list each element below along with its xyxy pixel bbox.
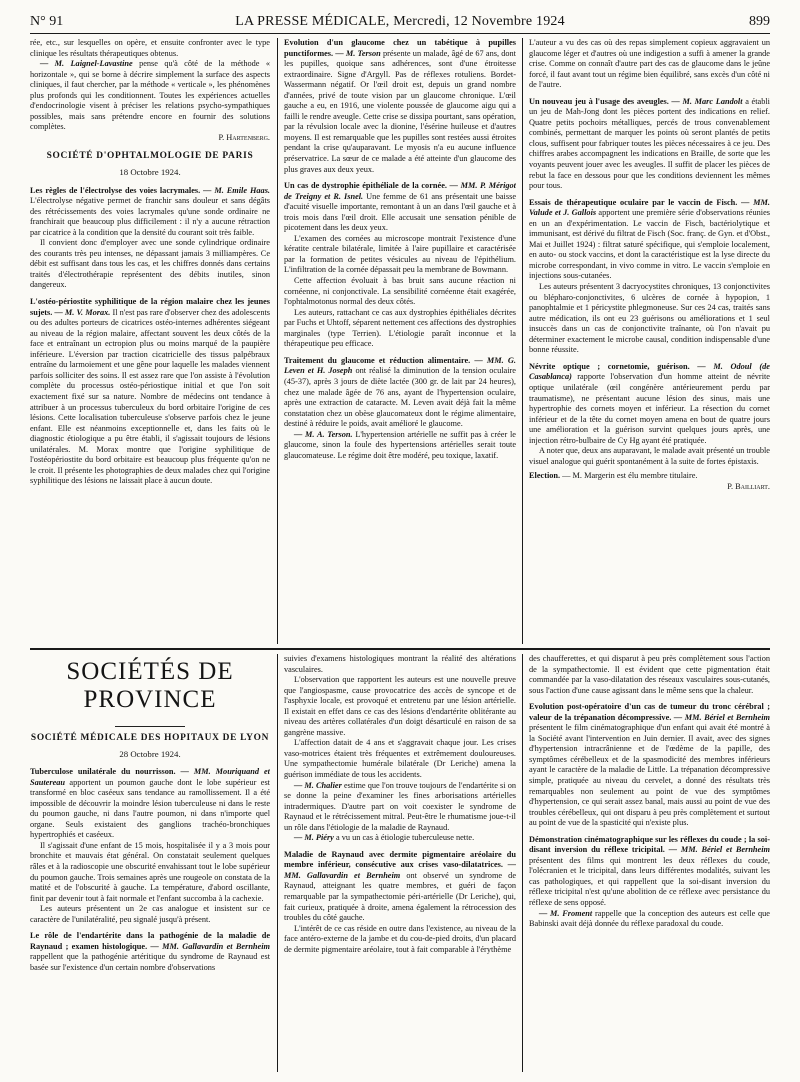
article-title: Evolution post-opératoire d'un cas de tumeur du tronc cérébral ; valeur de la trépanation décompressive. — MM. Bériel et Bernheim présentent le film cinématographique d'un enfant qui avait été montré à la Société avant l'intervention en Juin dernier. Il avait, avec des signes d'hypertension intracrânienne et de l'œdème de la papille, des symptômes cérébelleux et de la spasmodicité des membres inférieurs ayant le caractère de la maladie de Little. La trépanation décompressive simple, pratiquée au niveau du cervelet, a donné des résultats très remarquables non seulement au point de vue des symptômes d'hypertension, ce qui serait assez banal, mais aussi au point de vue des troubles cérébelleux, qui ont disparu à peu près complètement et surtout au point de vue de la spasticité qui n'existe plus. bbox=[529, 702, 770, 828]
article-title: Un nouveau jeu à l'usage des aveugles. — M. Marc Landolt a établi un jeu de Mah-Jong dont les pièces portent des indications en relief. Quatre petits pochoirs métalliques, percés de trous convenablement combinés, permettant de marquer les points où seront plantés de petits clous, suffisent pour fabriquer toutes les pièces nécessaires à ce jeu. Des chiffres arabes accompagnent les indications en Braille, de sorte que les voyants peuvent jouer avec les aveugles. Il suffit de placer les pièces de rebut la face en dessous pour que les conditions deviennent les mêmes pour tous. bbox=[529, 96, 770, 191]
article-paragraph: — M. Piéry a vu un cas à étiologie tuberculeuse nette. bbox=[294, 833, 475, 843]
article-author: — MM. G. Leven et H. Joseph bbox=[284, 355, 516, 376]
article-author: — MM. P. Mérigot de Treigny et R. Isnel. bbox=[284, 181, 516, 201]
provinces-title: SOCIÉTÉS DE PROVINCE bbox=[66, 658, 234, 713]
article-title: Les règles de l'électrolyse des voies lacrymales. — M. Emile Haas. L'électrolyse négative permet de franchir sans douleur et sans dégâts des rétrécissements des voies lacrymales qu'une sonde ordinaire ne franchirait que beaucoup plus difficilement : il n'y a aucune rétraction par cicatrice à la condition que la densité du courant soit très faible. bbox=[30, 185, 270, 237]
signature: P. Bailliart. bbox=[727, 481, 770, 491]
article-author: — MM. Valude et J. Gallois bbox=[529, 197, 770, 218]
bottom-column-1 bbox=[30, 654, 270, 1072]
title-underline bbox=[115, 726, 185, 727]
article-paragraph: — M. Froment rappelle que la conception des auteurs est celle que Babinski avait déjà donnée du réflexe paradoxal du coude. bbox=[529, 908, 770, 929]
article-paragraph: L'observation que rapportent les auteurs est une nouvelle preuve que l'angiospasme, cause provocatrice des accès de syncope et de l'asphyxie locale, est provoqué et entretenu par une lésion artérielle. Il existait en effet dans ce cas des lésions d'endartérite oblitérante au niveau des artères collatérales d'un doigt désarticulé en raison de sa gangrène massive. bbox=[284, 675, 516, 737]
issue-number: N° 91 bbox=[30, 14, 64, 29]
article-title: Tuberculose unilatérale du nourrisson. — MM. Mouriquand et Sautereau apportent un poumon gauche dont le lobe supérieur est transformé en bloc caséeux sans tendance au ramollissement. Il a été impossible de découvrir la moindre lésion tuberculeuse ni dans le reste du poumon gauche, ni dans l'autre poumon, ni dans n'importe quel organe. Seuls existaient des ganglions trachéo-bronchiques hypertrophiés et caséeux. bbox=[30, 767, 270, 840]
article-paragraph: L'intérêt de ce cas réside en outre dans l'existence, au niveau de la face antéro-externe de la jambe et du cou-de-pied droits, d'un placard de dermite pigmentaire aréolaire, tout à fait comparable à l'érythème bbox=[284, 923, 516, 954]
header-rule bbox=[30, 33, 770, 34]
article-author: — M. Odoul (de Casablanca) bbox=[529, 361, 770, 382]
article-title: Maladie de Raynaud avec dermite pigmentaire aréolaire du membre inférieur, consécutive aux crises vaso-dilatatrices. — MM. Gallavardin et Bernheim ont observé un syndrome de Raynaud, atteignant les quatre membres, et guéri de façon remarquable par la sympathectomie péri-artérielle (Dr Leriche), qui, fait curieux, pratiquée à droite, amena également la rétrocession des troubles du côté gauche. bbox=[284, 849, 516, 923]
continuation-text: L'auteur a vu des cas où des repas simplement copieux aggravaient un glaucome léger et d'autres où une indigestion a suffi à amener la grande crise. Comme on connaît d'autre part des cas de glaucome dans le jeûne forcé, il faut avant tout un régime bien équilibré, sans excès d'un côté ni de l'autre. bbox=[529, 38, 770, 90]
article-title: Le rôle de l'endartérite dans la pathogénie de la maladie de Raynaud ; examen histologique. — MM. Gallavardin et Bernheim rappellent que la pathogénie artéritique du syndrome de Raynaud est basée sur l'existence d'un certain nombre d'observations bbox=[30, 931, 270, 972]
section-rule bbox=[30, 648, 770, 650]
article-author: — MM. Gallavardin et Bernheim bbox=[284, 860, 516, 880]
remark-author: — M. Froment bbox=[539, 908, 593, 918]
article-author: — MM. Gallavardin et Bernheim bbox=[147, 941, 270, 951]
top-column-2 bbox=[284, 38, 516, 644]
election-note: Election. — M. Margerin est élu membre titulaire. bbox=[529, 471, 698, 481]
page-header bbox=[30, 14, 770, 32]
article-author: — M. Terson bbox=[333, 48, 381, 58]
article-paragraph: Les auteurs présentent 3 dacryocystites chroniques, 13 conjonctivites ou blépharo-conjonctivites, 6 ulcères de cornée à hypopion, 1 panophtalmie et 1 péricystite phlegmoneuse. Sur ces 24 cas, traités sans autre médication, ils ont eu 23 guérisons ou améliorations et 1 seul insuccès dans un cas de conjonctivite traînante, où l'on n'avait pu déterminer exactement le microbe causal, condition indispensable d'une bonne réussite. bbox=[529, 282, 770, 355]
election-title: Election. bbox=[529, 471, 561, 481]
top-column-1 bbox=[30, 38, 270, 644]
article-paragraph: — M. Laignel-Lavastine pense qu'à côté de la méthode « horizontale », qui se borne à décrire simplement la surface des aspects cliniques, il faut chercher, par la méthode « verticale », les phénomènes plus profonds qui les conditionnent. Toutes les expériences actuelles d'endocrinologie visent à préciser les relations psycho-sympathiques possibles, mais sans prétendre encore en fournir des solutions complètes. bbox=[30, 59, 270, 132]
article-title: Névrite optique ; cornetomie, guérison. — M. Odoul (de Casablanca) rapporte l'observation d'un homme atteint de névrite optique unilatérale (œil congénère antérieurement perdu par traumatisme), ne présentant aucune lésion des sinus, mais une hypertrophie des cornets moyen et inférieur. La résection du cornet inférieur et de la tête du cornet moyen amena en bout de quatre jours une amélioration et la guérison survint quelques jours après, une injection rétro-bulbaire de Cy Hg ayant été pratiquée. bbox=[529, 361, 770, 445]
article-title: L'ostéo-périostite syphilitique de la région malaire chez les jeunes sujets. — M. V. Morax. Il n'est pas rare d'observer chez des adolescents ou des adultes porteurs de cicatrices ostéo-internes adhérentes siégeant au niveau de la région malaire, affectant souvent les deux côtés de la face et entraînant un ectropion plus ou moins marqué de la paupière inférieure. L'éversion par traction cicatricielle des tissus palpébraux entraîne du larmoiement et une gêne pour laquelle les malades viennent parfois solliciter des soins. Il est assez rare que l'on assiste à l'évolution complète du processus ostéo-périostique initial et que l'on soit exactement fixé sur sa nature. Nombre de médecins ont tendance à attribuer à un processus tuberculeux du bord orbitaire l'origine de ces lésions. Cette localisation tuberculeuse s'observe parfois chez le jeune enfant. Elle est néanmoins exceptionnelle et, dans les faits où le diagnostic étiologique a pu être établi, il s'agissait toujours de lésions unilatérales. M. Morax montre que l'origine syphilitique de l'ostéopériostite du bord orbitaire est beaucoup plus fréquente qu'on ne le croit. Il présente les photographies de deux malades chez qui l'origine syphilitique des lésions ne laissait place à aucun doute. bbox=[30, 297, 270, 486]
remark-author: — M. Piéry bbox=[294, 833, 334, 843]
column-rule-2 bbox=[522, 38, 523, 644]
journal-title: LA PRESSE MÉDICALE, Mercredi, 12 Novembre 1924 bbox=[235, 14, 565, 29]
top-column-3 bbox=[529, 38, 770, 644]
column-rule-1 bbox=[277, 38, 278, 644]
article-paragraph: L'affection datait de 4 ans et s'aggravait chaque jour. Les crises vaso-motrices étaient très fréquentes et extrêmement douloureuses. Une sympathectomie humérale bilatérale (Dr Leriche) amena la guérison immédiate de tous les accidents. bbox=[284, 738, 516, 780]
article-author: — M. Marc Landolt bbox=[668, 96, 743, 106]
article-author: — M. V. Morax. bbox=[52, 307, 111, 317]
page-number: 899 bbox=[749, 14, 770, 29]
article-title: Un cas de dystrophie épithéliale de la cornée. — MM. P. Mérigot de Treigny et R. Isnel. Une femme de 61 ans présentait une baisse d'acuité visuelle importante, remontant à un an dans l'œil gauche et à trois mois dans l'œil droit. Elle accusait une sensation pénible de picotement dans les deux yeux. bbox=[284, 181, 516, 233]
continuation-text: rée, etc., sur lesquelles on opère, et ensuite confronter avec le type clinique les résultats thérapeutiques obtenus. bbox=[30, 38, 270, 58]
article-author: — MM. Bériel et Bernheim bbox=[664, 845, 770, 855]
signature: P. Hartenberg. bbox=[218, 132, 270, 142]
article-paragraph: — M. A. Terson. L'hypertension artérielle ne suffit pas à créer le glaucome, sinon la foule des hypertensions artérielles serait toute glaucomateuse. Le régime doit être modéré, peu toxique, laxatif. bbox=[284, 429, 516, 460]
bottom-column-2 bbox=[284, 654, 516, 1072]
article-author: — MM. Bériel et Bernheim bbox=[671, 712, 770, 722]
article-author: — MM. Mouriquand et Sautereau bbox=[30, 767, 270, 787]
remark-author: — M. Chalier bbox=[294, 780, 342, 790]
continuation-text: suivies d'examens histologiques montrant la réalité des altérations vasculaires. bbox=[284, 654, 516, 674]
article-paragraph: Cette affection évoluait à bas bruit sans aucune réaction ni cornéenne, ni conjonctivale. La sensibilité cornéenne était exagérée, l'ophtalmotonus normal des deux côtés. bbox=[284, 276, 516, 307]
remark-author: — M. A. Terson. bbox=[294, 429, 353, 439]
article-paragraph: Il s'agissait d'une enfant de 15 mois, hospitalisée il y a 3 mois pour bronchite et mauvais état général. On constatait seulement quelques râles et à la radioscopie une obscurité envahissant tout le lobe supérieur du poumon gauche. Trois semaines après une rougeole on constata de la matité et de l'obscurité à gauche. La température, d'abord oscillante, finit par devenir tout à fait normale et l'enfant succomba à la cachexie. bbox=[30, 840, 270, 903]
article-author: — M. Emile Haas. bbox=[203, 185, 270, 195]
article-paragraph: A noter que, deux ans auparavant, le malade avait présenté un trouble visuel analogue qui guérit spontanément à la suite de fortes épistaxis. bbox=[529, 446, 770, 466]
section-date: 18 Octobre 1924. bbox=[119, 167, 181, 178]
continuation-text: des chaufferettes, et qui disparut à peu près complètement sous l'action de la sympathectomie. Il est évident que cette pigmentation était commandée par la vaso-dilatation des réseaux vasculaires sous-cutanés, sous l'action d'une cause agissant dans le même sens que la chaleur. bbox=[529, 654, 770, 695]
remark-author: — M. Laignel-Lavastine bbox=[40, 59, 133, 69]
article-title: Démonstration cinématographique sur les réflexes du coude ; la soi-disant inversion du réflexe tricipital. — MM. Bériel et Bernheim présentent des films qui montrent les deux réflexes du coude, l'olécranien et le tricipital, dans leurs différentes modalités, suivant les cas pathologiques, et qui rappellent que la soi-disant inversion du réflexe tricipital n'est qu'une abolition de ce réflexe avec persistance du réflexe de sens opposé. bbox=[529, 834, 770, 908]
column-rule-4 bbox=[522, 654, 523, 1072]
article-paragraph: Les auteurs présentent un 2e cas analogue et insistent sur ce caractère de l'unilatéralité, peu signalé jusqu'à présent. bbox=[30, 904, 270, 924]
article-title: Evolution d'un glaucome chez un tabétique à pupilles punctiformes. — M. Terson présente un malade, âgé de 67 ans, dont les pupilles, quoique sans adhérences, sont d'une étroitesse extraordinaire. Signe d'Argyll. Pas de réflexes rotuliens. Bordet-Wassermann négatif. Or l'œil droit est, depuis un grand nombre d'années, privé de toute vision par un glaucome chronique. L'œil gauche a eu, en 1916, une violente poussée de glaucome aigu qui a failli le rendre aveugle. Cette crise se dissipa pourtant, sans opération, par la révulsion locale avec la dionine, l'ésérine huileuse et d'autres moyens. Il est remarquable que les pupilles sont restées aussi étroites pendant la crise qu'auparavant. Le myosis n'a eu aucune influence préservatrice. La sœur de ce malade a été atteinte d'un glaucome des plus graves aux deux yeux. bbox=[284, 38, 516, 174]
bottom-column-3 bbox=[529, 654, 770, 1072]
article-title: Essais de thérapeutique oculaire par le vaccin de Fisch. — MM. Valude et J. Gallois apportent une première série d'observations réunies en un an d'expérimentation. Le vaccin de Fisch, bactériolytique et immunisant, est dérivé du filtrat de Fisch (Soc. franç. de Gyn. et d'Obst., Mai et Juillet 1924) : filtrat saturé spécifique, qui s'emploie localement, en auto- ou stock vaccins, et dont la caractéristique est la lyse directe du microbe correspondant, in vivo comme in vitro. Le vaccin s'emploie en injections sous-cutanées. bbox=[529, 197, 770, 281]
article-paragraph: — M. Chalier estime que l'on trouve toujours de l'endartérite si on se donne la peine d'examiner les fines arborisations artérielles intradermiques. D'autre part on voit coexister le syndrome de Raynaud et le rétrécissement mitral. Peut-être le rhumatisme joue-t-il un rôle dans l'étiologie de la maladie de Raynaud. bbox=[284, 780, 516, 832]
section-heading: SOCIÉTÉ MÉDICALE DES HOPITAUX DE LYON bbox=[30, 733, 270, 743]
section-heading: SOCIÉTÉ D'OPHTALMOLOGIE DE PARIS bbox=[46, 151, 254, 162]
section-date: 28 Octobre 1924. bbox=[119, 748, 181, 759]
article-paragraph: Les auteurs, rattachant ce cas aux dystrophies épithéliales décrites par Fuchs et Uhtoff, séparent nettement ces affections des dystrophies marginales (type Terrien). L'étiologie paraît inconnue et la thérapeutique peu efficace. bbox=[284, 307, 516, 349]
article-title: Traitement du glaucome et réduction alimentaire. — MM. G. Leven et H. Joseph ont réalisé la diminution de la tension oculaire (45-37), après 3 jours de diète lactée (300 gr. de lait par 24 heures), chez une malade âgée de 76 ans, ayant de l'hypertension oculaire, après une extraction de cataracte. M. Leven avait déjà fait la même constatation chez un obèse glaucomateux dont le régime alimentaire, destiné à réduire le poids, avait amélioré le glaucome. bbox=[284, 355, 516, 429]
article-paragraph: L'examen des cornées au microscope montrait l'existence d'une kératite centrale bilatérale, limitée à l'aire pupillaire et caractérisée par la formation de petites vésicules au niveau de l'épithélium. L'infiltration de la cornée dépassait peu la membrane de Bowmann. bbox=[284, 233, 516, 275]
column-rule-3 bbox=[277, 654, 278, 1072]
article-paragraph: Il convient donc d'employer avec une sonde cylindrique ordinaire des courants très peu intenses, ne dépassant jamais 3 milliampères. Ce débit est suffisant dans tous les cas, et les chiffres donnés dans certains traités d'électrothérapie représentent des débits inutiles, sinon dangereux. bbox=[30, 238, 270, 290]
